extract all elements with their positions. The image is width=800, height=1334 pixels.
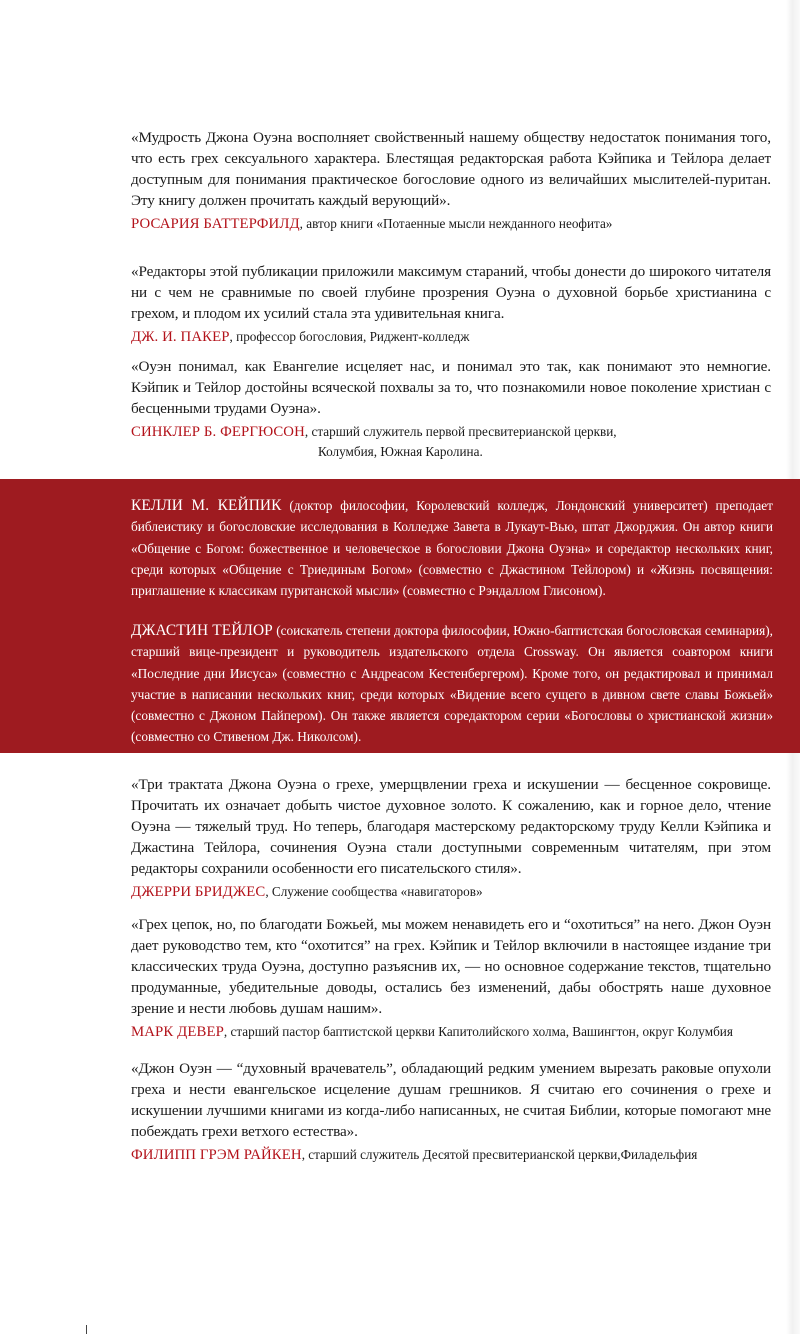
testimonial-packer	[131, 262, 771, 347]
author-role: , профессор богословия, Риджент-колледж	[229, 328, 470, 344]
author-role: , старший служитель первой пресвитерианской церкви,	[304, 423, 617, 439]
bio-text: (доктор философии, Королевский колледж, Лондонский университет) преподает библеистику и богословские исследования в Колледже Завета в Лукаут-Вью, штат Джорджия. Он автор книги «Общение с Богом: божественное и человеческое в богословии Джона Оуэна» и соредактор нескольких книг, среди которых «Общение с Триединым Богом» (совместно с Джастином Тейлором) и «Жизнь посвящения: приглашение к классикам пуританской мысли» (совместно с Рэндаллом Глисоном).	[131, 498, 773, 599]
quote-attribution	[131, 422, 771, 442]
quote-text: «Грех цепок, но, по благодати Божьей, мы можем ненавидеть его и “охотиться” на него. Джон Оуэн дает руководство тем, кто “охотится” на грех. Кэйпик и Тейлор включили в настоящее издание три классических труда Оуэна, доступно разъяснив их, — но основное содержание текстов, тщательно продуманные, убедительные доводы, остались без изменений, дабы обострять наше духовное зрение и нести любовь душам нашим».	[131, 916, 771, 1017]
quote-text: «Редакторы этой публикации приложили максимум стараний, чтобы донести до широкого читателя ни с чем не сравнимые по своей глубине прозрения Оуэна о духовной борьбе христианина с грехом, и плодом их усилий стала эта удивительная книга.	[131, 263, 771, 322]
quote-attribution	[131, 214, 771, 234]
author-role: , старший служитель Десятой пресвитерианской церкви,Филадельфия	[301, 1146, 698, 1162]
testimonial-butterfield	[131, 128, 771, 234]
quote-text: «Джон Оуэн — “духовный врачеватель”, обладающий редким умением вырезать раковые опухоли греха и нести евангельское исцеление душам грешников. Я считаю его сочинения о грехе и искушении лучшими книгами из когда-либо написанных, не считая Библии, которые помогают мне побеждать грехи ветхого естества».	[131, 1060, 771, 1140]
bio-kapic	[131, 495, 773, 601]
bio-taylor	[131, 620, 773, 748]
author-name: СИНКЛЕР Б. ФЕРГЮСОН	[131, 423, 305, 440]
testimonial-bridges	[131, 775, 771, 902]
author-role: , Служение сообщества «навигаторов»	[265, 883, 483, 899]
author-name: ФИЛИПП ГРЭМ РАЙКЕН	[131, 1146, 302, 1163]
testimonial-dever	[131, 915, 771, 1042]
bio-text: (соискатель степени доктора философии, Южно-баптистская богословская семинария), старший вице-президент и руководитель издательского отдела Crossway. Он является соавтором книги «Последние дни Иисуса» (совместно с Андреасом Кестенбергером). Кроме того, он редактировал и принимал участие в написании нескольких книг, среди которых «Видение всего сущего в дивном свете славы Божьей» (совместно с Джоном Пайпером). Он также является соредактором серии «Богословы о христианской жизни» (совместно со Стивеном Дж. Николсом).	[131, 623, 774, 745]
author-name: ДЖ. И. ПАКЕР	[131, 328, 230, 345]
quote-attribution	[131, 327, 771, 347]
author-name: ДЖЕРРИ БРИДЖЕС	[131, 883, 266, 900]
quote-attribution	[131, 882, 771, 902]
quote-text: «Мудрость Джона Оуэна восполняет свойственный нашему обществу недостаток понимания того, что есть грех сексуального характера. Блестящая редакторская работа Кэйпика и Тейлора делает доступным для понимания практическое богословие одного из величайших мыслителей-пуритан. Эту книгу должен прочитать каждый верующий».	[131, 129, 771, 209]
bio-name: ДЖАСТИН ТЕЙЛОР	[131, 622, 273, 639]
testimonial-ryken	[131, 1059, 771, 1165]
author-role: , старший пастор баптистской церкви Капитолийского холма, Вашингтон, округ Колумбия	[223, 1023, 733, 1039]
author-role-line-2: Колумбия, Южная Каролина.	[318, 443, 483, 459]
author-name: РОСАРИЯ БАТТЕРФИЛД	[131, 215, 300, 232]
author-role: , автор книги «Потаенные мысли нежданного неофита»	[299, 215, 613, 231]
quote-text: «Три трактата Джона Оуэна о грехе, умерщвлении греха и искушении — бесценное сокровище. Прочитать их означает добыть чистое духовное золото. К сожалению, как и горное дело, чтение Оуэна — тяжелый труд. Но теперь, благодаря мастерскому редакторскому труду Келли Кэйпика и Джастина Тейлора, сочинения Оуэна стали доступными современным читателям, при этом редакторы сохранили особенности его писательского стиля».	[131, 776, 771, 877]
quote-attribution	[131, 1145, 771, 1165]
bio-name: КЕЛЛИ М. КЕЙПИК	[131, 497, 282, 514]
crop-mark	[86, 1325, 87, 1334]
quote-text: «Оуэн понимал, как Евангелие исцеляет нас, и понимал это так, как понимают это немногие. Кэйпик и Тейлор достойны всяческой похвалы за то, что познакомили новое поколение христиан с бесценными трудами Оуэна».	[131, 358, 771, 417]
quote-attribution	[131, 1022, 771, 1042]
testimonial-ferguson	[131, 357, 771, 461]
author-name: МАРК ДЕВЕР	[131, 1023, 224, 1040]
